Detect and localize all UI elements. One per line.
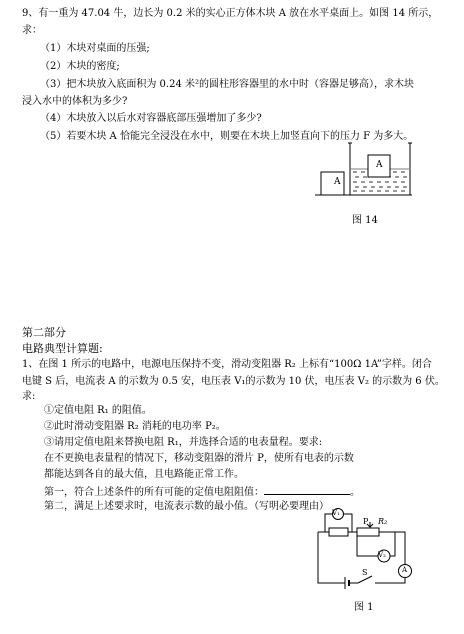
r2-rheostat (357, 528, 379, 536)
figure14-caption: 图 14 (352, 215, 378, 226)
p9-line1: 9、有一重为 47.04 牛，边长为 0.2 米的实心正方体木块 A 放在水平桌面上。如图 14 所示， (22, 8, 439, 19)
p9-q3a: （3）把木块放入底面积为 0.24 米²的圆柱形容器里的水中时（容器足够高），求木块 (40, 79, 414, 90)
p9-q5: （5）若要木块 A 恰能完全浸没在水中，则要在木块上加竖直向下的压力 F 为多大。 (40, 131, 414, 142)
v2-right-lead (390, 532, 395, 556)
p9-line2: 求： (22, 25, 42, 36)
wire-bottom-right (375, 578, 405, 583)
wire-left (318, 532, 345, 583)
part2-subtitle: 电路典型计算题: (22, 342, 103, 355)
ammeter-label: A (402, 566, 408, 574)
p1-first (44, 485, 360, 499)
block-a-label-left: A (334, 177, 341, 187)
p1-line2: 电键 S 后，电流表 A 的示数为 0.5 安，电压表 V₁的示数为 10 伏，电压表 V₂ 的示数为 6 伏。 (22, 376, 445, 387)
p1-item2: ②此时滑动变阻器 R₂ 消耗的电功率 P₂。 (44, 421, 226, 432)
p1-item3b: 在不更换电表量程的情况下，移动变阻器的滑片 P，使所有电表的示数 (44, 453, 354, 464)
p1-first-end: 。 (350, 487, 360, 498)
figure1-caption: 图 1 (354, 602, 374, 613)
p1-first-text: 第一，符合上述条件的所有可能的定值电阻阻值： (44, 487, 264, 498)
p1-item3c: 都能达到各自的最大值，且电路能正常工作。 (44, 469, 244, 480)
p1-second: 第二，满足上述要求时，电流表示数的最小值。（写明必要理由） (44, 501, 329, 512)
p1-line1: 1、在图 1 所示的电路中，电源电压保持不变，滑动变阻器 R₂ 上标有“100Ω 1A”字样。闭合 (22, 359, 432, 370)
switch-lever (358, 576, 372, 583)
p9-q4: （4）木块放入以后水对容器底部压强增加了多少? (40, 113, 262, 124)
p1-line3: 求: (22, 391, 36, 402)
p1-item1: ①定值电阻 R₁ 的阻值。 (44, 405, 152, 416)
r2-label: R₂ (378, 517, 388, 526)
part2-title: 第二部分 (22, 326, 66, 339)
switch-label: S (362, 568, 368, 577)
block-a-label-water: A (376, 160, 383, 170)
answer-blank[interactable] (264, 485, 350, 495)
r1-resistor (329, 528, 348, 536)
p9-q1: （1）木块对桌面的压强; (40, 43, 150, 54)
p1-item3: ③请用定值电阻来替换电阻 R₁，并选择合适的电表量程。要求: (44, 437, 323, 448)
slider-p-label: P (363, 517, 369, 526)
p9-q3b: 浸入水中的体积为多少? (22, 96, 128, 107)
p9-q2: （2）木块的密度; (40, 61, 120, 72)
v1-label: V₁ (332, 509, 340, 517)
v2-label: V₂ (378, 551, 386, 559)
